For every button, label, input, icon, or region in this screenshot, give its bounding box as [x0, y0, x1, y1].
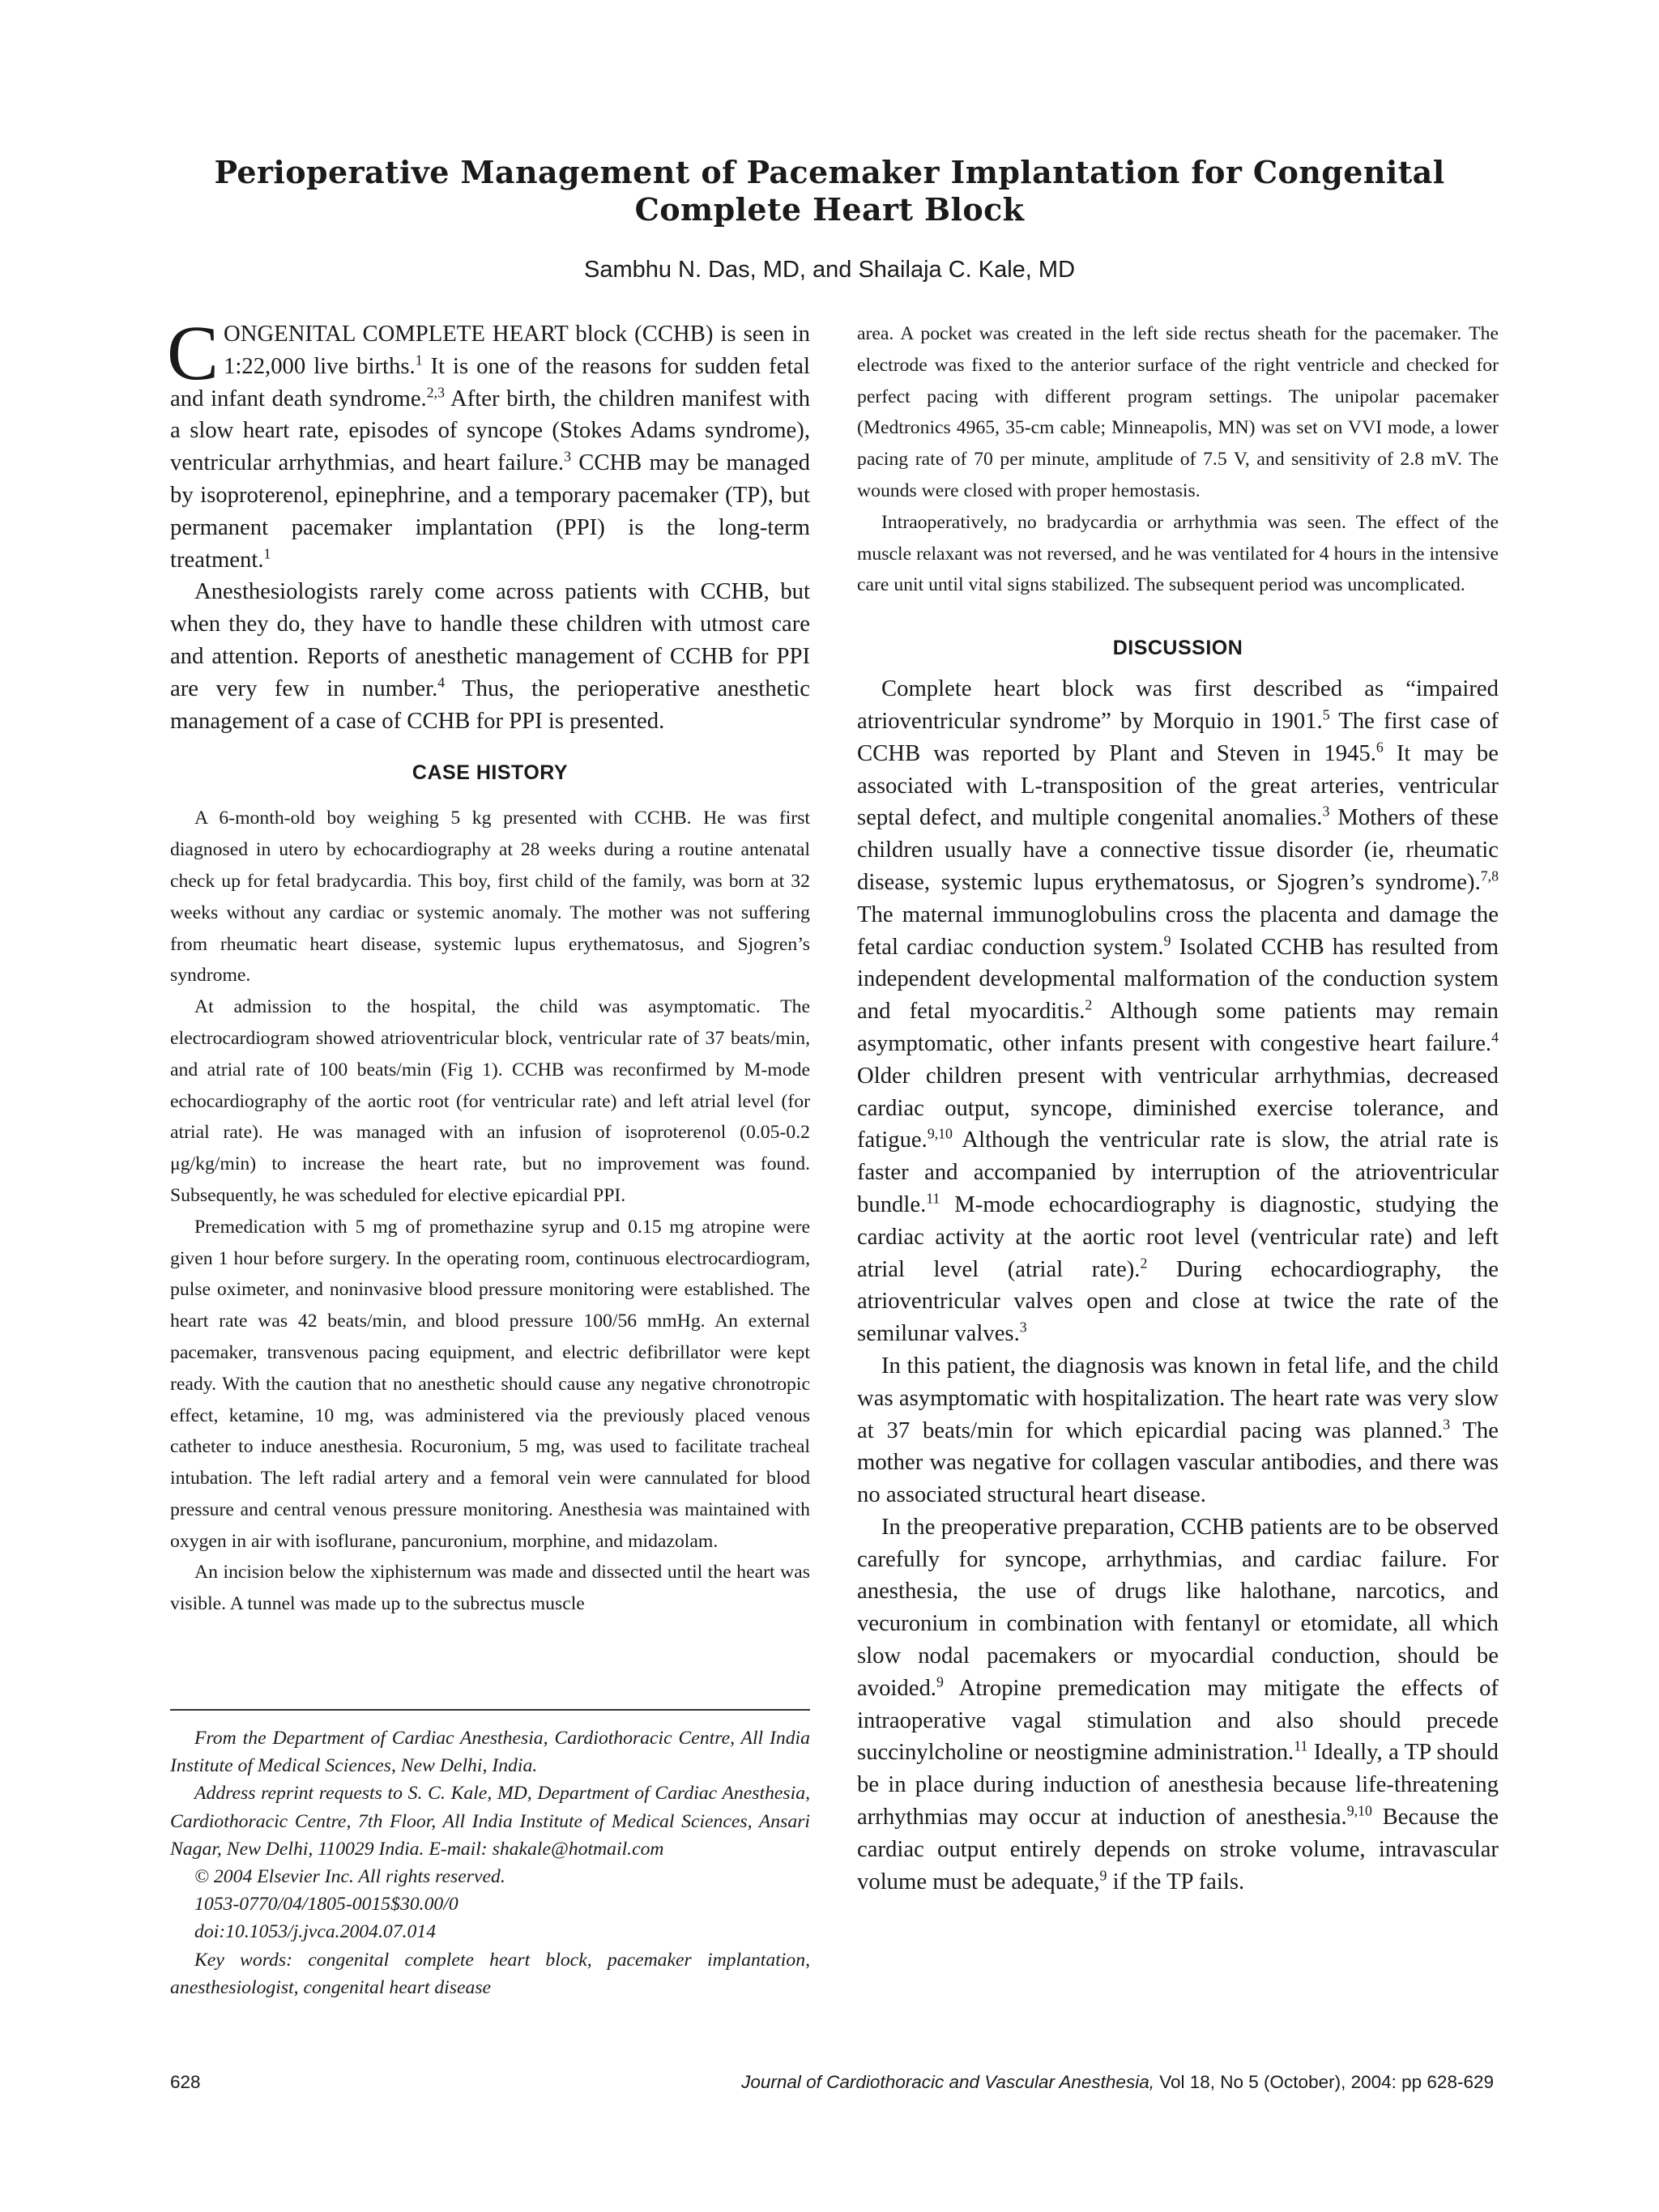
- citation-ref: 2: [1085, 996, 1093, 1013]
- citation-ref: 3: [1322, 803, 1330, 820]
- citation-ref: 3: [1443, 1415, 1451, 1432]
- citation-ref: 1: [415, 352, 423, 369]
- case-paragraph-4-continued: area. A pocket was created in the left side rectus sheath for the pacemaker. The electrode was fixed to the anterior surface of the right ventricle and checked for perfect pacing with different program settings. The unipolar pacemaker (Medtronics 4965, 35-cm cable; Minneapolis, MN) was set on VVI mode, a lower pacing rate of 70 per minute, amplitude of 7.5 V, and sensitivity of 2.8 mV. The wounds were closed with proper hemostasis.: [857, 323, 1499, 501]
- drop-cap: C: [167, 309, 220, 396]
- citation-ref: 2,3: [426, 383, 445, 400]
- title-line-1: Perioperative Management of Pacemaker Implantation for Congenital: [214, 154, 1445, 190]
- citation-ref: 6: [1375, 739, 1384, 756]
- citation-ref: 5: [1322, 706, 1330, 723]
- right-column: [857, 318, 1499, 1898]
- case-paragraph-1: A 6-month-old boy weighing 5 kg presented with CCHB. He was first diagnosed in utero by echocardiography at 28 weeks during a routine antenatal check up for fetal bradycardia. This boy, first child of the family, was born at 32 weeks without any cardiac or systemic anomaly. The mother was not suffering from rheumatic heart disease, systemic lupus erythematosus, and Sjogren’s syndrome.: [170, 808, 810, 987]
- case-paragraph-5: Intraoperatively, no bradycardia or arrhythmia was seen. The effect of the muscle relaxant was not reversed, and he was ventilated for 4 hours in the intensive care unit until vital signs stabilized. The subsequent period was uncomplicated.: [857, 511, 1499, 596]
- footnote-keywords: Key words: congenital complete heart block, pacemaker implantation, anesthesiologist, congenital heart disease: [170, 1949, 810, 1998]
- intro-paragraph-2: Anesthesiologists rarely come across patients with CCHB, but when they do, they have to handle these children with utmost care and attention. Reports of anesthetic management of CCHB for PPI are very few in number.$^4$ Thus, the perioperative anesthetic management of a case of CCHB for PPI is presented.: [170, 578, 811, 734]
- citation-ref: 3: [1019, 1319, 1027, 1336]
- journal-citation: [741, 2071, 1494, 2094]
- article-title: [146, 154, 1513, 228]
- title-line-2: Complete Heart Block: [634, 191, 1025, 228]
- case-paragraph-2: At admission to the hospital, the child was asymptomatic. The electrocardiogram showed atrioventricular block, ventricular rate of 37 beats/min, and atrial rate of 100 beats/min (Fig 1). CCHB was reconfirmed by M-mode echocardiography of the aortic root (for ventricular rate) and left atrial level (for atrial rate). He was managed with an infusion of isoproterenol (0.05-0.2 μg/kg/min) to increase the heart rate, but no improvement was found. Subsequently, he was scheduled for elective epicardial PPI.: [170, 996, 810, 1206]
- case-paragraph-3: Premedication with 5 mg of promethazine syrup and 0.15 mg atropine were given 1 hour before surgery. In the operating room, continuous electrocardiogram, pulse oximeter, and noninvasive blood pressure monitoring were established. The heart rate was 42 beats/min, and blood pressure 100/56 mmHg. An external pacemaker, transvenous pacing equipment, and electric defibrillator were kept ready. With the caution that no anesthetic should cause any negative chronotropic effect, ketamine, 10 mg, was administered via the previously placed venous catheter to induce anesthesia. Rocuronium, 5 mg, was used to facilitate tracheal intubation. The left radial artery and a femoral vein were cannulated for blood pressure and central venous pressure monitoring. Anesthesia was maintained with oxygen in air with isoflurane, pancuronium, morphine, and midazolam.: [170, 1216, 810, 1552]
- intro-paragraph-1: CONGENITAL COMPLETE HEART block (CCHB) is seen in 1:22,000 live births.$^1$ It is one of the reasons for sudden fetal and infant death syndrome.$^{2,3}$ After birth, the children manifest with a slow heart rate, episodes of syncope (Stokes Adams syndrome), ventricular arrhythmias, and heart failure.$^3$ CCHB may be managed by isoproterenol, epinephrine, and a temporary pacemaker (TP), but permanent pacemaker implantation (PPI) is the long-term treatment.$^1$: [167, 309, 810, 573]
- footnotes: [170, 1724, 810, 2001]
- footnote-divider: [170, 1709, 810, 1711]
- page-number: 628: [170, 2072, 201, 2092]
- discussion-paragraph-1: Complete heart block was first described as “impaired atrioventricular syndrome” by Morquio in 1901.$^5$ The first case of CCHB was reported by Plant and Steven in 1945.$^6$ It may be associated with L-transposition of the great arteries, ventricular septal defect, and multiple congenital anomalies.$^3$ Mothers of these children usually have a connective tissue disorder (ie, rheumatic disease, systemic lupus erythematosus, or Sjogren’s syndrome).$^{7,8}$ The maternal immunoglobulins cross the placenta and damage the fetal cardiac conduction system.$^9$ Isolated CCHB has resulted from independent developmental malformation of the conduction system and fetal myocarditis.$^2$ Although some patients may remain asymptomatic, other infants present with congestive heart failure.$^4$ Older children present with ventricular arrhythmias, decreased cardiac output, syncope, diminished exercise tolerance, and fatigue.$^{9,10}$ Although the ventricular rate is slow, the atrial rate is faster and accompanied by interruption of the atrioventricular bundle.$^{11}$ M-mode echocardiography is diagnostic, studying the cardiac activity at the aortic root level (ventricular rate) and left atrial level (atrial rate).$^2$ During echocardiography, the atrioventricular valves open and close at twice the rate of the semilunar valves.$^3$: [857, 676, 1499, 1347]
- citation-ref: 9,10: [1346, 1802, 1372, 1819]
- footnote-reprint: Address reprint requests to S. C. Kale, MD, Department of Cardiac Anesthesia, Cardiothoracic Centre, 7th Floor, All India Institute of Medical Sciences, Ansari Nagar, New Delhi, 110029 India. E-mail: shakale@hotmail.com: [170, 1783, 810, 1860]
- case-paragraph-4: An incision below the xiphisternum was made and dissected until the heart was visible. A tunnel was made up to the subrectus muscle: [170, 1562, 810, 1615]
- citation-ref: 11: [926, 1190, 940, 1207]
- author-line: Sambhu N. Das, MD, and Shailaja C. Kale, MD: [583, 257, 1076, 283]
- citation-ref: 7,8: [1480, 867, 1499, 884]
- citation-ref: 2: [1140, 1254, 1148, 1271]
- section-heading-case-history: CASE HISTORY: [412, 761, 569, 785]
- citation-ref: 4: [437, 674, 446, 691]
- citation-ref: 9: [936, 1673, 944, 1690]
- footnote-issn: 1053-0770/04/1805-0015$30.00/0: [194, 1894, 458, 1916]
- discussion-paragraph-2: In this patient, the diagnosis was known in fetal life, and the child was asymptomatic with hospitalization. The heart rate was very slow at 37 beats/min for which epicardial pacing was planned.$^3$ The mother was negative for collagen vascular antibodies, and there was no associated structural heart disease.: [857, 1352, 1499, 1508]
- left-column: [167, 309, 811, 1620]
- citation-ref: 1: [263, 544, 271, 561]
- footnote-affiliation: From the Department of Cardiac Anesthesia, Cardiothoracic Centre, All India Institute of Medical Sciences, New Delhi, India.: [170, 1728, 810, 1777]
- footnote-doi: doi:10.1053/j.jvca.2004.07.014: [194, 1921, 437, 1943]
- citation-ref: 9: [1099, 1866, 1107, 1883]
- volume-info: Vol 18, No 5 (October), 2004: pp 628-629: [1154, 2072, 1494, 2092]
- discussion-paragraph-3: In the preoperative preparation, CCHB patients are to be observed carefully for syncope, arrhythmias, and cardiac failure. For anesthesia, the use of drugs like halothane, narcotics, and vecuronium in combination with fentanyl or etomidate, all which slow nodal pacemakers or myocardial conduction, should be avoided.$^9$ Atropine premedication may mitigate the effects of intraoperative vagal stimulation and also should precede succinylcholine or neostigmine administration.$^{11}$ Ideally, a TP should be in place during induction of anesthesia because life-threatening arrhythmias may occur at induction of anesthesia.$^{9,10}$ Because the cardiac output entirely depends on stroke volume, intravascular volume must be adequate,$^9$ if the TP fails.: [857, 1513, 1499, 1894]
- citation-ref: 3: [564, 448, 571, 465]
- footnote-copyright: © 2004 Elsevier Inc. All rights reserved.: [194, 1866, 505, 1888]
- section-heading-discussion: DISCUSSION: [1112, 637, 1243, 660]
- journal-name: Journal of Cardiothoracic and Vascular Anesthesia,: [741, 2072, 1154, 2092]
- citation-ref: 9: [1163, 931, 1171, 948]
- citation-ref: 9,10: [927, 1125, 953, 1142]
- citation-ref: 4: [1491, 1029, 1499, 1046]
- citation-ref: 11: [1294, 1737, 1308, 1754]
